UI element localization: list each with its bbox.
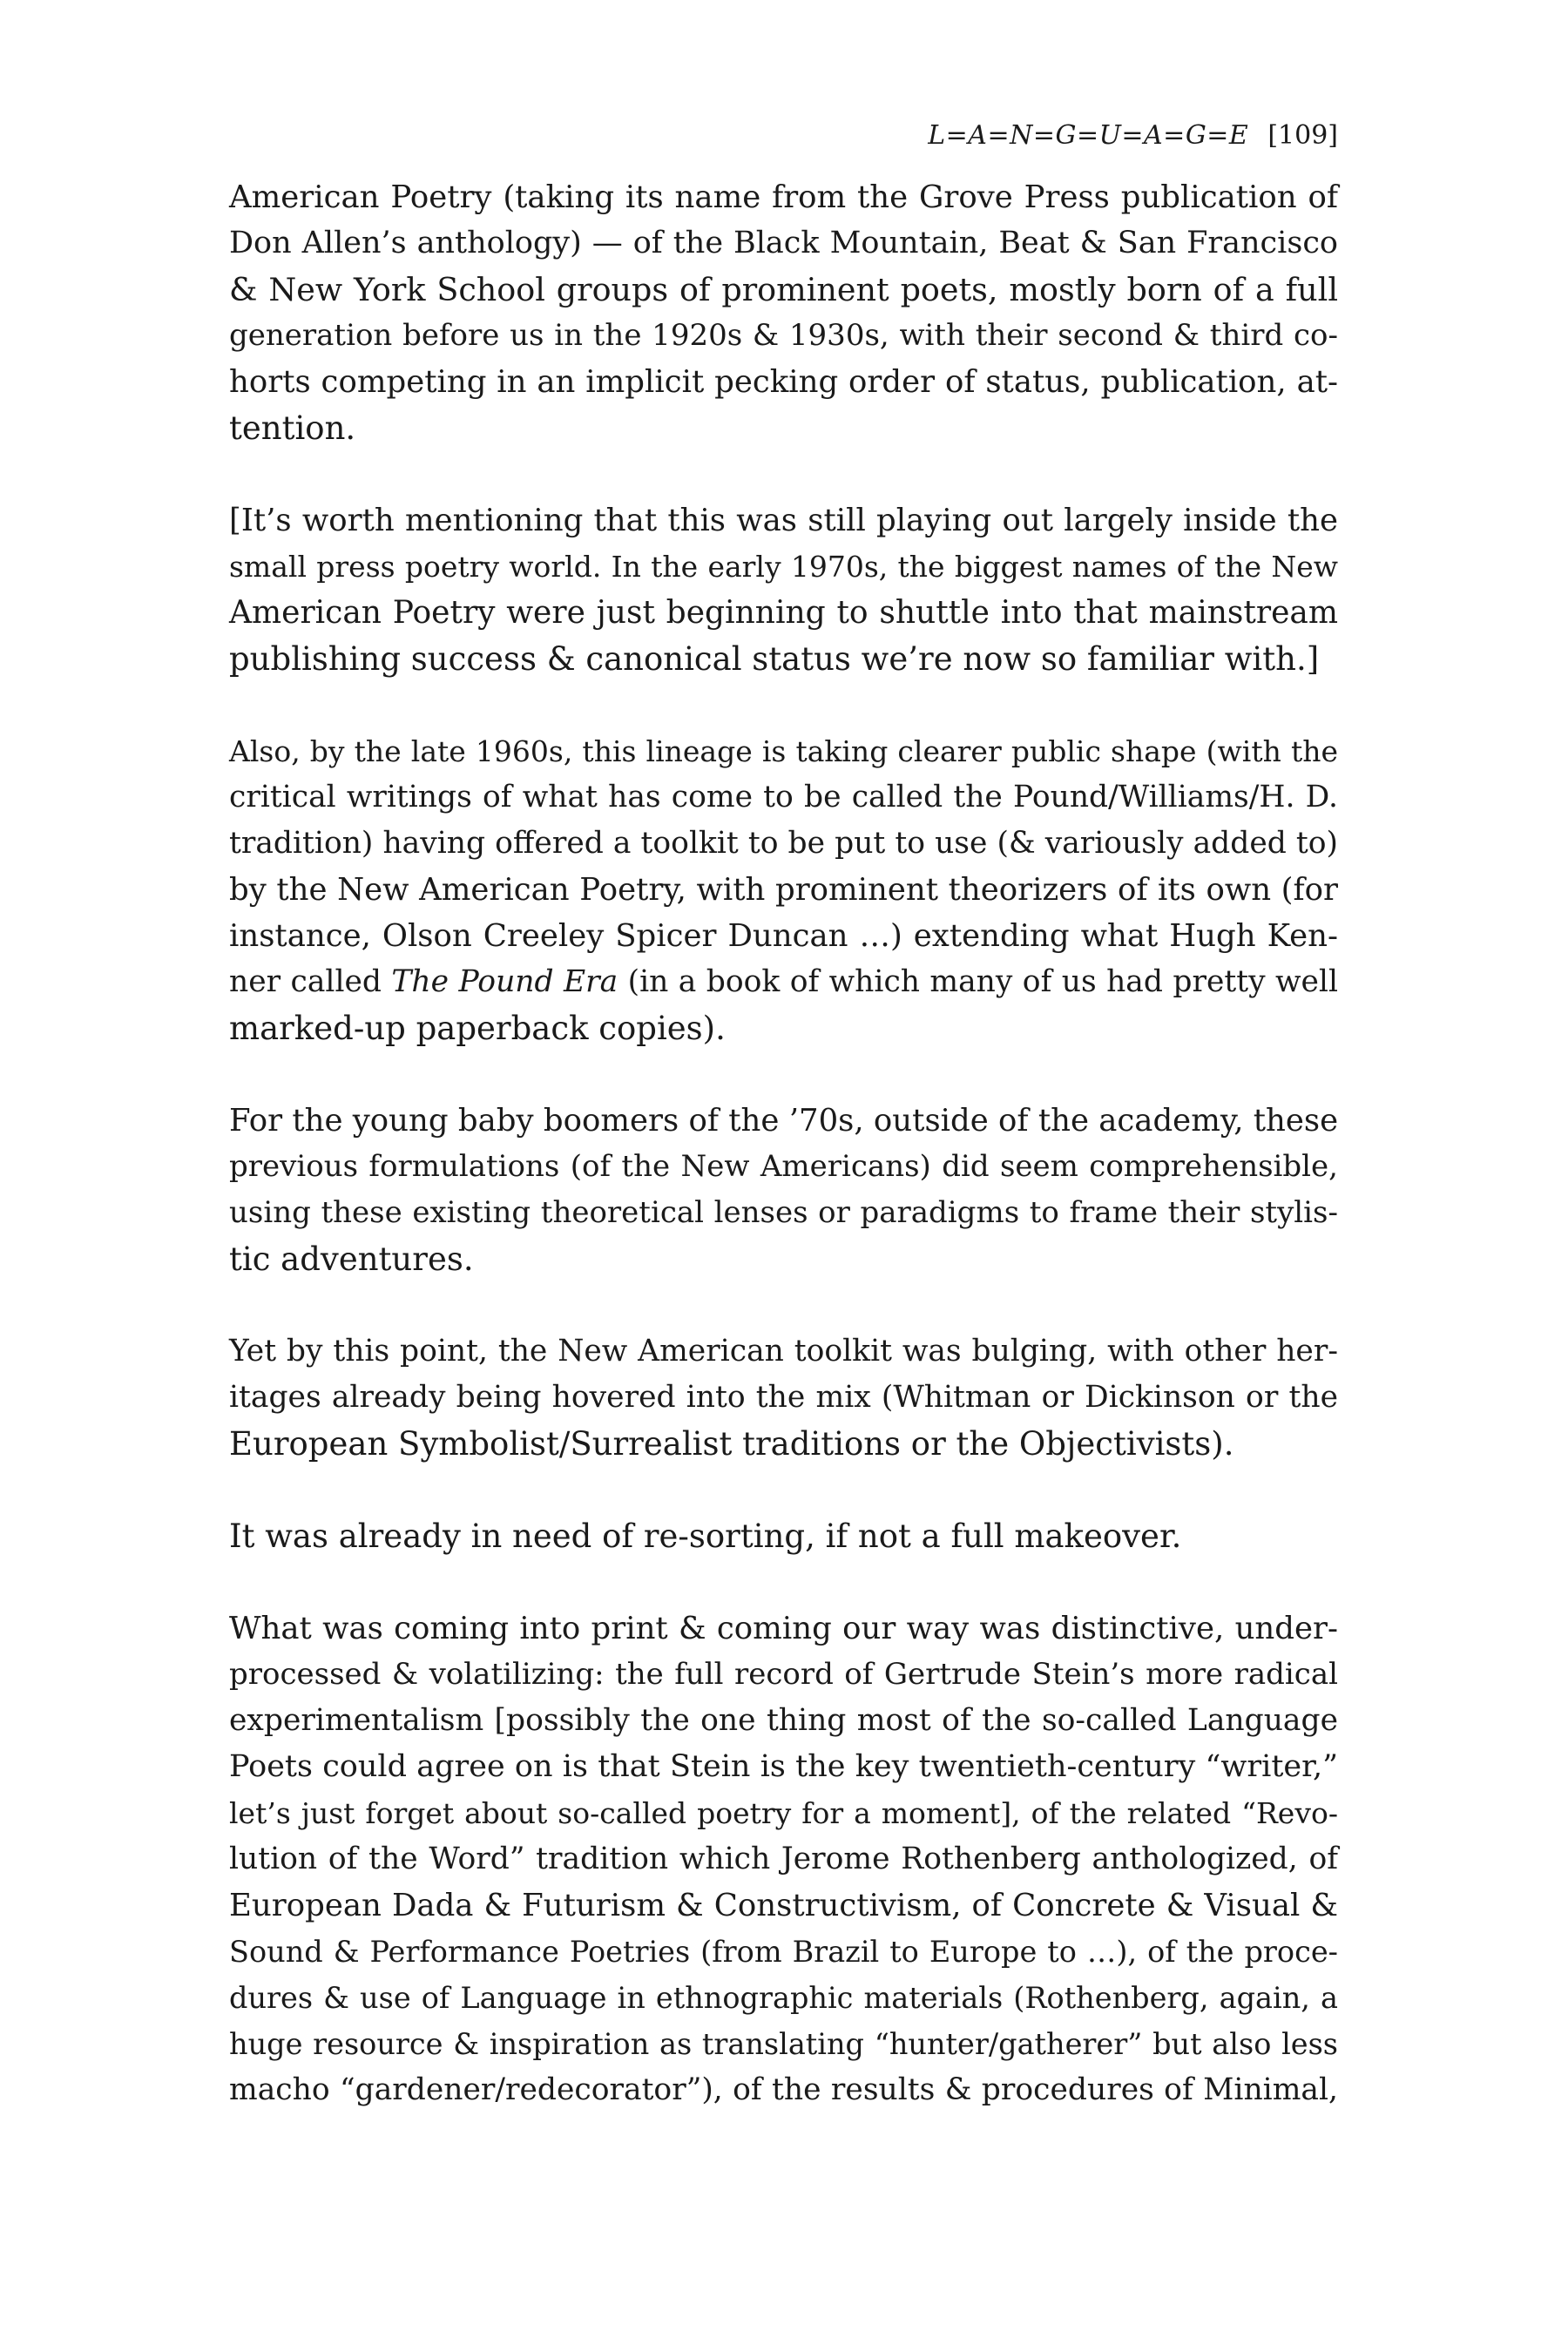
- paragraph: [229, 1328, 1338, 1467]
- text-line: For the young baby boomers of the ’70s, outside of the academy, these: [229, 1103, 1339, 1139]
- text-line: tic adventures.: [229, 1240, 474, 1278]
- text-line: What was coming into print & coming our way was distinctive, under-: [229, 1611, 1338, 1646]
- text-line: Sound & Performance Poetries (from Brazil to Europe to …), of the proce-: [229, 1935, 1338, 1969]
- text-line: instance, Olson Creeley Spicer Duncan …) extending what Hugh Ken-: [229, 918, 1338, 954]
- text-line: Don Allen’s anthology) — of the Black Mountain, Beat & San Francisco: [229, 226, 1338, 260]
- paragraph: [229, 1098, 1338, 1282]
- text-line: using these existing theoretical lenses or paradigms to frame their stylis-: [229, 1195, 1338, 1230]
- body-text: [229, 174, 1338, 2159]
- paragraph: [229, 174, 1338, 451]
- paragraph: [229, 1513, 1338, 1559]
- text-line: [It’s worth mentioning that this was still playing out largely inside the: [229, 503, 1338, 538]
- text-line: by the New American Poetry, with prominent theorizers of its own (for: [229, 872, 1338, 908]
- text-line: Yet by this point, the New American toolkit was bulging, with other her-: [229, 1334, 1338, 1369]
- text-line: & New York School groups of prominent poets, mostly born of a full: [229, 271, 1338, 308]
- paragraph: [229, 497, 1338, 682]
- text-line: processed & volatilizing: the full record of Gertrude Stein’s more radical: [229, 1657, 1338, 1692]
- book-title-italic: The Pound Era: [391, 964, 618, 999]
- text-line: ner called The Pound Era (in a book of which many of us had pretty well: [229, 964, 1338, 999]
- text-line: lution of the Word” tradition which Jerome Rothenberg anthologized, of: [229, 1842, 1338, 1876]
- text-line: dures & use of Language in ethnographic materials (Rothenberg, again, a: [229, 1981, 1338, 2015]
- text-line: European Dada & Futurism & Constructivism, of Concrete & Visual &: [229, 1888, 1338, 1923]
- text-line: critical writings of what has come to be called the Pound/Williams/H. D.: [229, 780, 1338, 814]
- text-line: American Poetry (taking its name from the Grove Press publication of: [229, 179, 1338, 215]
- text-line: previous formulations (of the New Americans) did seem comprehensible,: [229, 1149, 1338, 1184]
- running-head: [928, 118, 1338, 153]
- paragraph: [229, 1605, 1338, 2113]
- text-line: tradition) having offered a toolkit to be put to use (& variously added to): [229, 826, 1338, 861]
- text-line: marked-up paperback copies).: [229, 1010, 726, 1047]
- text-line: experimentalism [possibly the one thing most of the so-called Language: [229, 1703, 1338, 1738]
- text-line: huge resource & inspiration as translating “hunter/gatherer” but also less: [229, 2027, 1338, 2061]
- text-line: itages already being hovered into the mix (Whitman or Dickinson or the: [229, 1380, 1338, 1415]
- paragraph: [229, 728, 1338, 1051]
- text-line: Also, by the late 1960s, this lineage is taking clearer public shape (with the: [229, 734, 1338, 768]
- text-line: generation before us in the 1920s & 1930s, with their second & third co-: [229, 318, 1338, 353]
- text-line: tention.: [229, 409, 356, 447]
- text-line: macho “gardener/redecorator”), of the results & procedures of Minimal,: [229, 2072, 1338, 2107]
- text-line: Poets could agree on is that Stein is the key twentieth-century “writer,”: [229, 1749, 1338, 1784]
- text-line: It was already in need of re-sorting, if not a full makeover.: [229, 1517, 1182, 1555]
- text-line: publishing success & canonical status we’re now so familiar with.]: [229, 640, 1320, 678]
- text-line: small press poetry world. In the early 1970s, the biggest names of the New: [229, 550, 1338, 584]
- text-line: American Poetry were just beginning to shuttle into that mainstream: [229, 595, 1338, 631]
- page-number: [109]: [1267, 120, 1338, 151]
- running-head-title: L=A=N=G=U=A=G=E: [928, 120, 1249, 151]
- text-line: horts competing in an implicit pecking order of status, publication, at-: [229, 364, 1338, 400]
- text-line: European Symbolist/Surrealist traditions or the Objectivists).: [229, 1425, 1234, 1463]
- text-line: let’s just forget about so-called poetry for a moment], of the related “Revo-: [229, 1796, 1338, 1830]
